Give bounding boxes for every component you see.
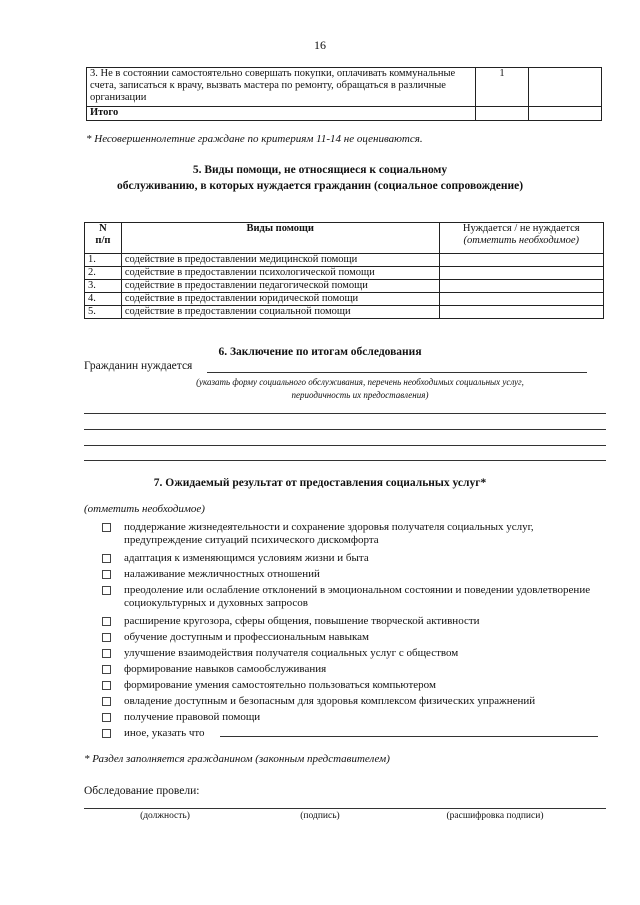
table-row: [87, 68, 602, 107]
row-text: содействие в предоставлении психологической помощи: [121, 267, 439, 280]
checkbox[interactable]: [102, 523, 111, 532]
table-row: [87, 107, 602, 121]
col-type-header: Виды помощи: [121, 223, 439, 254]
other-input-line[interactable]: [220, 736, 598, 737]
page-number: 16: [314, 38, 326, 52]
assessment-table-continuation: [86, 67, 602, 121]
row-num: 4.: [85, 293, 122, 306]
checkbox[interactable]: [102, 681, 111, 690]
checkbox[interactable]: [102, 617, 111, 626]
row-need-cell[interactable]: [439, 306, 603, 319]
conclusion-line[interactable]: [84, 460, 606, 461]
needs-hint-line2: периодичность их предоставления): [291, 390, 429, 400]
table-row: [85, 267, 604, 280]
row-num: 1.: [85, 254, 122, 267]
needs-hint-line1: (указать форму социального обслуживания, перечень необходимых социальных услуг,: [196, 377, 524, 387]
checkbox[interactable]: [102, 554, 111, 563]
col-num-header-line1: N: [99, 223, 107, 234]
row-num: 3.: [85, 280, 122, 293]
checkbox[interactable]: [102, 570, 111, 579]
needs-input-line[interactable]: [207, 372, 587, 373]
col-need-header-line2: (отметить необходимое): [463, 235, 579, 246]
signature-line[interactable]: [84, 808, 606, 809]
row-text: содействие в предоставлении социальной помощи: [121, 306, 439, 319]
section7-footnote: * Раздел заполняется гражданином (законным представителем): [84, 753, 390, 765]
table-header-row: [85, 223, 604, 254]
row-need-cell[interactable]: [439, 293, 603, 306]
table-row: [85, 306, 604, 319]
col-need-header-line1: Нуждается / не нуждается: [462, 223, 580, 234]
total-value-cell: [476, 107, 529, 121]
row-text: содействие в предоставлении медицинской помощи: [121, 254, 439, 267]
criterion-text: 3. Не в состоянии самостоятельно совершать покупки, оплачивать коммунальные счета, записаться к врачу, вызвать мастера по ремонту, обращаться в различные организации: [87, 68, 476, 107]
col-num-header: [85, 223, 122, 254]
caption-position: (должность): [140, 811, 190, 821]
assistance-types-table: [84, 222, 604, 319]
row-text: содействие в предоставлении педагогической помощи: [121, 280, 439, 293]
conclusion-line[interactable]: [84, 445, 606, 446]
total-label: Итого: [87, 107, 476, 121]
checkbox[interactable]: [102, 729, 111, 738]
caption-sign: (подпись): [300, 811, 340, 821]
checkbox[interactable]: [102, 665, 111, 674]
checkbox[interactable]: [102, 713, 111, 722]
row-need-cell[interactable]: [439, 254, 603, 267]
table-row: [85, 254, 604, 267]
section5-heading-line1: 5. Виды помощи, не относящиеся к социальному: [192, 164, 448, 176]
col-need-header: [439, 223, 603, 254]
examiners-label: Обследование провели:: [84, 785, 200, 797]
checkbox[interactable]: [102, 586, 111, 595]
criterion-extra-cell: [529, 68, 602, 107]
section7-instruction: (отметить необходимое): [84, 503, 205, 515]
total-extra-cell: [529, 107, 602, 121]
checkbox[interactable]: [102, 649, 111, 658]
section5-heading-line2: обслуживанию, в которых нуждается гражданин (социальное сопровождение): [116, 180, 524, 192]
row-text: содействие в предоставлении юридической помощи: [121, 293, 439, 306]
conclusion-line[interactable]: [84, 429, 606, 430]
row-need-cell[interactable]: [439, 280, 603, 293]
section6-heading: 6. Заключение по итогам обследования: [218, 346, 422, 358]
checkbox[interactable]: [102, 697, 111, 706]
checkbox[interactable]: [102, 633, 111, 642]
caption-name: (расшифровка подписи): [446, 811, 544, 821]
col-num-header-line2: п/п: [95, 235, 111, 246]
section7-heading: 7. Ожидаемый результат от предоставления социальных услуг*: [153, 477, 487, 489]
minors-footnote: * Несовершеннолетние граждане по критериям 11-14 не оцениваются.: [86, 133, 423, 145]
criterion-score: 1: [476, 68, 529, 107]
row-need-cell[interactable]: [439, 267, 603, 280]
table-row: [85, 293, 604, 306]
table-row: [85, 280, 604, 293]
needs-label: Гражданин нуждается: [84, 360, 193, 372]
row-num: 5.: [85, 306, 122, 319]
conclusion-line[interactable]: [84, 413, 606, 414]
row-num: 2.: [85, 267, 122, 280]
